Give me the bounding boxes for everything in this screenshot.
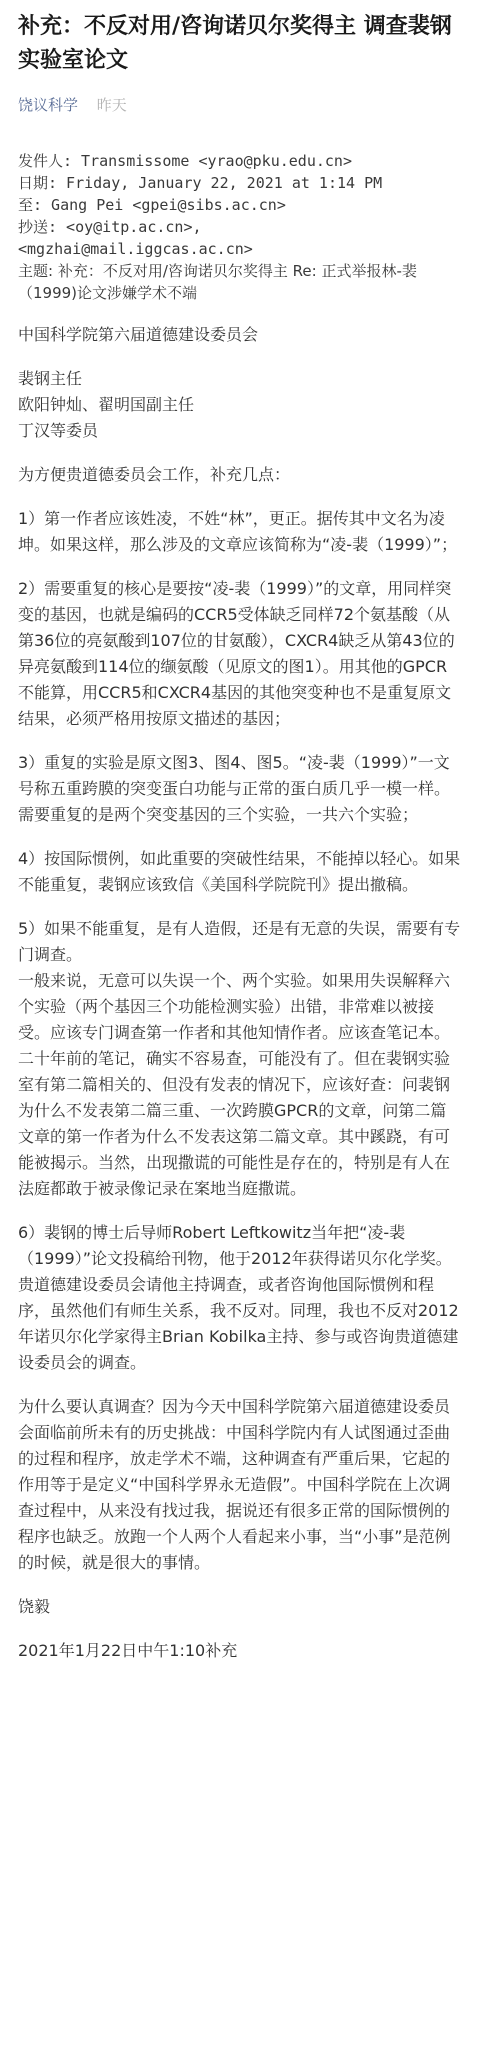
- committee-name: 中国科学院第六届道德建设委员会: [18, 325, 259, 344]
- article-title: 补充：不反对用/咨询诺贝尔奖得主 调查裴钢实验室论文: [18, 14, 452, 73]
- point-1-paragraph: 1）第一作者应该姓凌，不姓“林”，更正。据传其中文名为凌坤。如果这样，那么涉及的文章应该简称为“凌-裴（1999）”；: [18, 509, 458, 554]
- greeting-line-1: 裴钢主任: [18, 369, 83, 388]
- point-4-paragraph: 4）按国际惯例，如此重要的突破性结果，不能掉以轻心。如果不能重复，裴钢应该致信《美国科学院院刊》提出撤稿。: [18, 849, 461, 894]
- point-3-paragraph: 3）重复的实验是原文图3、图4、图5。“凌-裴（1999）”一文号称五重跨膜的突变蛋白功能与正常的蛋白质几乎一模一样。需要重复的是两个突变基因的三个实验，一共六个实验；: [18, 753, 451, 824]
- greeting-line-3: 丁汉等委员: [18, 421, 99, 440]
- signature: 饶毅: [18, 1597, 51, 1616]
- email-header: [18, 150, 462, 304]
- point-2-paragraph: 2）需要重复的核心是要按“凌-裴（1999）”的文章，用同样突变的基因，也就是编码的CCR5受体缺乏同样72个氨基酸（从第36位的亮氨酸到107位的甘氨酸），CXCR4缺乏从第43位的异亮氨酸到114位的缬氨酸（见原文的图1）。用其他的GPCR不能算，用CCR5和CXCR4基因的其他突变种也不是重复原文结果，必须严格用按原文描述的基因；: [18, 579, 455, 728]
- email-from: 发件人: Transmissome <yrao@pku.edu.cn>: [18, 152, 352, 170]
- email-cc: 抄送: <oy@itp.ac.cn>, <mgzhai@mail.iggcas.ac.cn>: [18, 218, 253, 258]
- account-name-link[interactable]: 饶议科学: [18, 96, 79, 114]
- footer-date: 2021年1月22日中午1:10补充: [18, 1641, 238, 1660]
- email-subject: 主题: 补充：不反对用/咨询诺贝尔奖得主 Re: 正式举报林-裴（1999)论文涉嫌学术不端: [18, 262, 417, 302]
- point-5-paragraph: 5）如果不能重复，是有人造假，还是有无意的失误，需要有专门调查。: [18, 919, 461, 964]
- greeting-line-2: 欧阳钟灿、翟明国副主任: [18, 395, 195, 414]
- intro-paragraph: 为方便贵道德委员会工作，补充几点：: [18, 465, 291, 484]
- email-date: 日期: Friday, January 22, 2021 at 1:14 PM: [18, 174, 383, 192]
- email-to: 至: Gang Pei <gpei@sibs.ac.cn>: [18, 196, 286, 214]
- publish-time: 昨天: [96, 96, 127, 114]
- point-6-paragraph: 6）裴钢的博士后导师Robert Leftkowitz当年把“凌-裴（1999）”论文投稿给刊物，他于2012年获得诺贝尔化学奖。贵道德建设委员会请他主持调查，或者咨询他国际惯例和程序，虽然他们有师生关系，我不反对。同理，我也不反对2012年诺贝尔化学家得主Brian Kobilka主持、参与或咨询贵道德建设委员会的调查。: [18, 1223, 459, 1372]
- point-5-detail-paragraph: 一般来说，无意可以失误一个、两个实验。如果用失误解释六个实验（两个基因三个功能检测实验）出错，非常难以被接受。应该专门调查第一作者和其他知情作者。应该查笔记本。二十年前的笔记，确实不容易查，可能没有了。但在裴钢实验室有第二篇相关的、但没有发表的情况下，应该好查：问裴钢为什么不发表第二篇三重、一次跨膜GPCR的文章，问第二篇文章的第一作者为什么不发表这第二篇文章。其中蹊跷，有可能被揭示。当然，出现撒谎的可能性是存在的，特别是有人在法庭都敢于被录像记录在案地当庭撒谎。: [18, 971, 451, 1198]
- article-meta: [18, 94, 462, 116]
- closing-paragraph: 为什么要认真调查？因为今天中国科学院第六届道德建设委员会面临前所未有的历史挑战：中国科学院内有人试图通过歪曲的过程和程序，放走学术不端，这种调查有严重后果，它起的作用等于是定义“中国科学界永无造假”。中国科学院在上次调查过程中，从来没有找过我，据说还有很多正常的国际惯例的程序也缺乏。放跑一个人两个人看起来小事，当“小事”是范例的时候，就是很大的事情。: [18, 1397, 451, 1572]
